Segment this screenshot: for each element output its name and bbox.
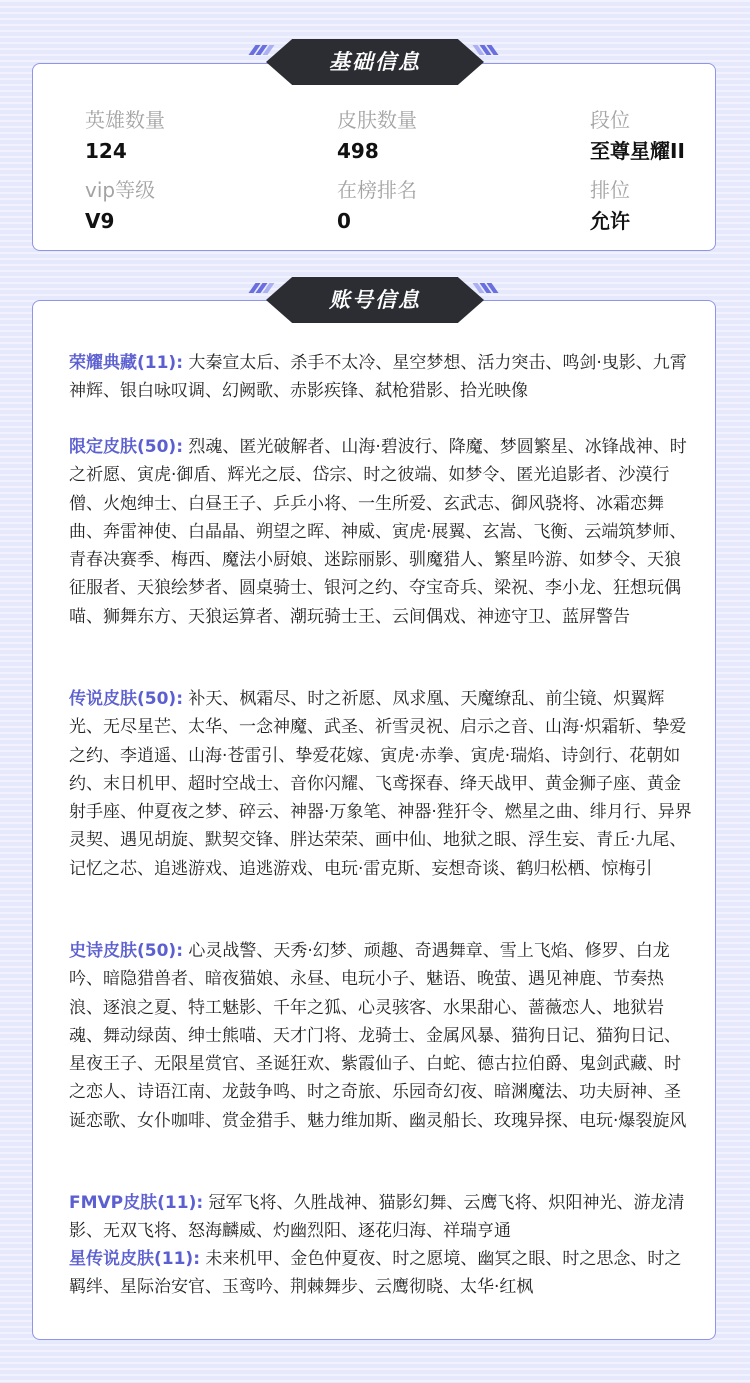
skin-group-glory (69, 349, 693, 406)
stat-label: vip等级 (85, 178, 156, 202)
stat-ranked-allowed (590, 177, 710, 234)
skin-group-limited (69, 433, 693, 631)
stat-value: 允许 (590, 209, 630, 233)
stat-label: 段位 (590, 108, 630, 132)
section-title-basic: 基础信息 (329, 50, 421, 74)
account-info-card (32, 300, 716, 1340)
section-banner-basic (246, 39, 504, 85)
skin-group-title: 传说皮肤(50): (69, 689, 183, 709)
stat-skin-count (337, 107, 537, 164)
skin-group-fmvp (69, 1189, 693, 1246)
stat-value: 至尊星耀II (590, 139, 685, 163)
stat-label: 在榜排名 (337, 178, 417, 202)
skin-group-title: 史诗皮肤(50): (69, 941, 183, 961)
section-title-account: 账号信息 (329, 288, 421, 312)
decor-stripes-icon (474, 283, 504, 291)
stat-leaderboard-rank (337, 177, 537, 234)
decor-stripes-icon (474, 45, 504, 53)
skin-group-legendary (69, 685, 693, 883)
stat-value: 498 (337, 139, 379, 163)
skin-group-items: 冠军飞将、久胜战神、猫影幻舞、云鹰飞将、炽阳神光、游龙清影、无双飞将、怒海麟威、灼幽烈阳、逐花归海、祥瑞亨通 (69, 1193, 685, 1242)
skin-group-title: 限定皮肤(50): (69, 437, 183, 457)
stat-rank-tier (590, 107, 710, 164)
stat-hero-count (85, 107, 285, 164)
skin-group-items: 未来机甲、金色仲夏夜、时之愿境、幽冥之眼、时之思念、时之羁绊、星际治安官、玉鸾吟、荆棘舞步、云鹰彻晓、太华·红枫 (69, 1249, 682, 1298)
skin-group-title: 荣耀典藏(11): (69, 353, 183, 373)
skin-group-items: 心灵战警、天秀·幻梦、顽趣、奇遇舞章、雪上飞焰、修罗、白龙吟、暗隐猎兽者、暗夜猫娘、永昼、电玩小子、魅语、晚萤、遇见神鹿、节奏热浪、逐浪之夏、特工魅影、千年之狐、心灵骇客、水果甜心、蔷薇恋人、地狱岩魂、舞动绿茵、绅士熊喵、天才门将、龙骑士、金属风暴、猫狗日记、猫狗日记、星夜王子、无限星赏官、圣诞狂欢、紫霞仙子、白蛇、德古拉伯爵、鬼剑武藏、时之恋人、诗语江南、龙鼓争鸣、时之奇旅、乐园奇幻夜、暗渊魔法、功夫厨神、圣诞恋歌、女仆咖啡、赏金猎手、魅力维加斯、幽灵船长、玫瑰异探、电玩·爆裂旋风 (69, 941, 687, 1131)
section-banner-account (246, 277, 504, 323)
stat-value: 0 (337, 209, 351, 233)
skin-group-items: 补天、枫霜尽、时之祈愿、凤求凰、天魔缭乱、前尘镜、炽翼辉光、无尽星芒、太华、一念神魔、武圣、祈雪灵祝、启示之音、山海·炽霜斩、挚爱之约、李逍遥、山海·苍雷引、挚爱花嫁、寅虎·赤拳、寅虎·瑞焰、诗剑行、花朝如约、末日机甲、超时空战士、音你闪耀、飞鸢探春、绛天战甲、黄金狮子座、黄金射手座、仲夏夜之梦、碎云、神器·万象笔、神器·狴犴令、燃星之曲、绯月行、异界灵契、遇见胡旋、默契交锋、胖达荣荣、画中仙、地狱之眼、浮生妄、青丘·九尾、记忆之芯、追逃游戏、追逃游戏、电玩·雷克斯、妄想奇谈、鹤归松栖、惊梅引 (69, 689, 692, 879)
skin-group-title: FMVP皮肤(11): (69, 1193, 204, 1213)
stat-vip-level (85, 177, 285, 234)
stat-label: 皮肤数量 (337, 108, 417, 132)
skin-group-items: 烈魂、匿光破解者、山海·碧波行、降魔、梦圆繁星、冰锋战神、时之祈愿、寅虎·御盾、辉光之辰、岱宗、时之彼端、如梦令、匿光追影者、沙漠行僧、火炮绅士、白昼王子、乒乒小将、一生所爱、玄武志、御风骁将、冰霜恋舞曲、奔雷神使、白晶晶、朔望之晖、神威、寅虎·展翼、玄嵩、飞衡、云端筑梦师、青春决赛季、梅西、魔法小厨娘、迷踪丽影、驯魔猎人、繁星吟游、如梦令、天狼征服者、天狼绘梦者、圆桌骑士、银河之约、夺宝奇兵、梁祝、李小龙、狂想玩偶喵、狮舞东方、天狼运算者、潮玩骑士王、云间偶戏、神迹守卫、蓝屏警告 (69, 437, 687, 627)
stat-label: 英雄数量 (85, 108, 165, 132)
stat-label: 排位 (590, 178, 630, 202)
skin-group-title: 星传说皮肤(11): (69, 1249, 200, 1269)
basic-info-card (32, 63, 716, 251)
skin-group-epic (69, 937, 693, 1135)
stat-value: 124 (85, 139, 127, 163)
skin-group-items: 大秦宣太后、杀手不太冷、星空梦想、活力突击、鸣剑·曳影、九霄神辉、银白咏叹调、幻阙歌、赤影疾锋、弑枪猎影、拾光映像 (69, 353, 687, 402)
skin-group-star-legend (69, 1245, 693, 1302)
stat-value: V9 (85, 209, 115, 233)
